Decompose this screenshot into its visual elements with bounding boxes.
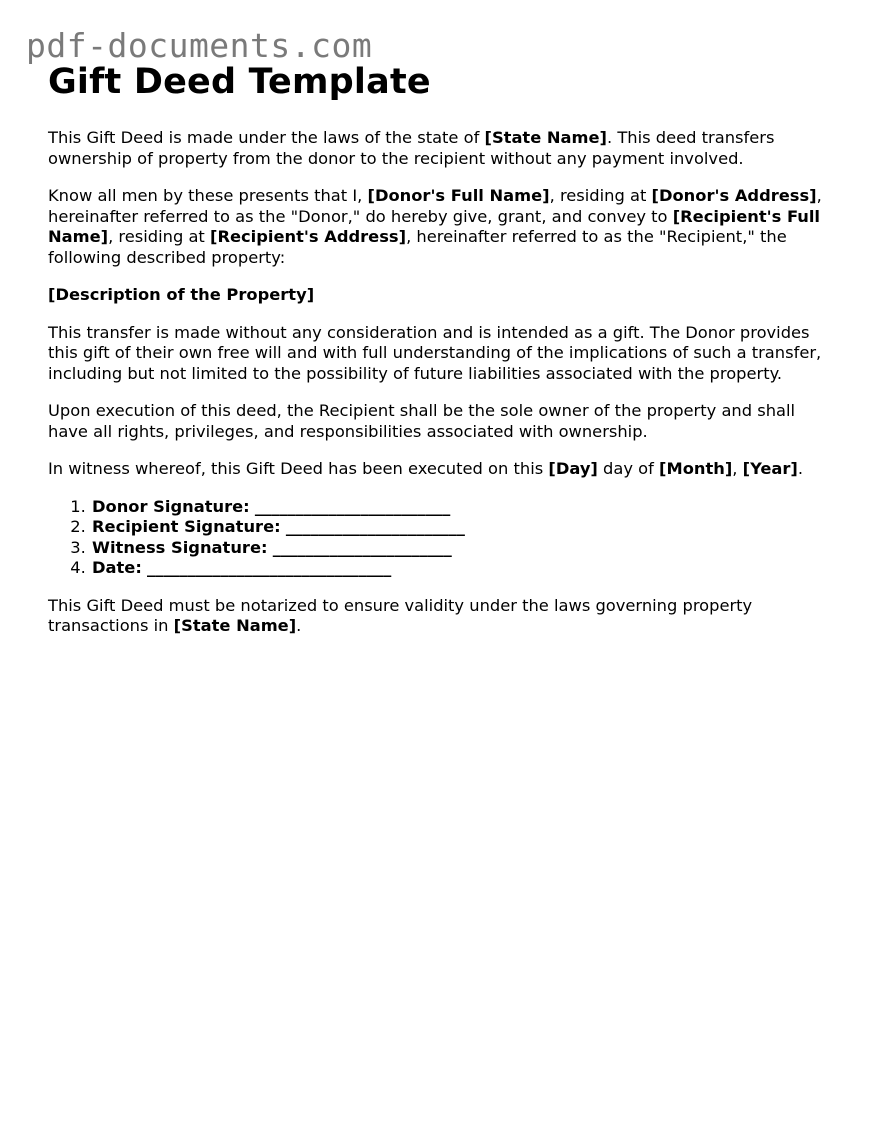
- parties-text-1: Know all men by these presents that I,: [48, 186, 368, 205]
- signature-label: Date:: [92, 558, 142, 577]
- intro-text-2: . This deed transfers ownership of property from the donor to the recipient without any payment involved.: [48, 128, 775, 168]
- signature-list: [48, 497, 838, 579]
- property-description: [48, 285, 838, 306]
- witness-text-3: ,: [732, 459, 743, 478]
- signature-item-donor: [91, 497, 838, 518]
- document-page: [48, 60, 838, 637]
- signature-label: Recipient Signature:: [92, 517, 281, 536]
- witness-paragraph: [48, 459, 838, 480]
- signature-item-witness: [91, 538, 838, 559]
- signature-item-recipient: [91, 517, 838, 538]
- witness-text-1: In witness whereof, this Gift Deed has been executed on this: [48, 459, 549, 478]
- consideration-paragraph: This transfer is made without any consideration and is intended as a gift. The Donor provides this gift of their own free will and with full understanding of the implications of such a transfer, including but not limited to the possibility of future liabilities associated with the property.: [48, 322, 822, 383]
- parties-text-2: , residing at: [549, 186, 652, 205]
- signature-line: ______________________: [272, 537, 452, 557]
- donor-name-placeholder: [Donor's Full Name]: [367, 186, 550, 205]
- witness-text-4: .: [797, 459, 804, 478]
- signature-line: ______________________________: [147, 558, 392, 577]
- notary-state-placeholder: [State Name]: [173, 616, 297, 635]
- witness-text-2: day of: [597, 459, 660, 478]
- signature-item-date: [91, 558, 838, 579]
- parties-paragraph: [48, 186, 838, 268]
- signature-label: Witness Signature:: [92, 537, 268, 557]
- parties-text-3: , hereinafter referred to as the "Donor," do hereby give, grant, and convey to: [48, 186, 822, 226]
- month-placeholder: [Month]: [659, 459, 733, 478]
- execution-paragraph: Upon execution of this deed, the Recipient shall be the sole owner of the property and shall have all rights, privileges, and responsibilities associated with ownership.: [48, 401, 796, 441]
- donor-address-placeholder: [Donor's Address]: [651, 186, 817, 205]
- signature-label: Donor Signature:: [92, 496, 250, 516]
- signature-line: ________________________: [254, 496, 451, 516]
- state-name-placeholder: [State Name]: [484, 128, 607, 147]
- notary-text-1: This Gift Deed must be notarized to ensure validity under the laws governing property transactions in: [48, 595, 753, 635]
- year-placeholder: [Year]: [742, 459, 798, 478]
- property-description-placeholder: [Description of the Property]: [48, 285, 315, 304]
- parties-text-4: , residing at: [108, 227, 210, 246]
- notary-paragraph: [48, 596, 838, 637]
- recipient-name-placeholder: [Recipient's Full Name]: [48, 206, 821, 246]
- watermark: pdf-documents.com: [26, 26, 373, 65]
- notary-text-2: .: [296, 616, 302, 635]
- page-title: Gift Deed Template: [48, 62, 431, 102]
- intro-text-1: This Gift Deed is made under the laws of the state of: [48, 128, 485, 147]
- signature-line: ______________________: [285, 517, 465, 536]
- recipient-address-placeholder: [Recipient's Address]: [210, 227, 407, 246]
- day-placeholder: [Day]: [548, 459, 598, 478]
- intro-paragraph: [48, 128, 838, 169]
- parties-text-5: , hereinafter referred to as the "Recipient," the following described property:: [48, 227, 787, 267]
